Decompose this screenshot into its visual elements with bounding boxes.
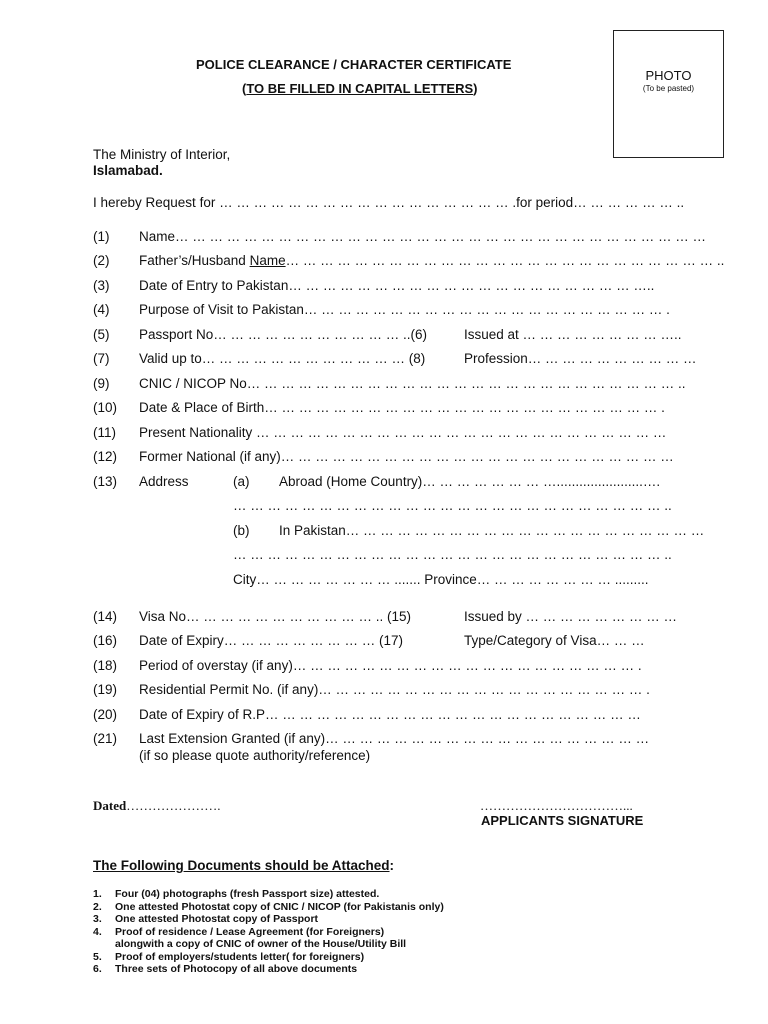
field-present-nationality: Present Nationality … … … … … … … … … … … … … … … … … … … … … … … … [139, 425, 667, 440]
field-number: (5) [93, 327, 110, 342]
form-title: POLICE CLEARANCE / CHARACTER CERTIFICATE [196, 57, 512, 72]
field-issued-at: Issued at … … … … … … … … ….. [464, 327, 682, 342]
field-address-label: Address [139, 474, 189, 489]
dated-field [93, 798, 220, 814]
document-text: Three sets of Photocopy of all above documents [115, 963, 358, 975]
field-purpose-of-visit: Purpose of Visit to Pakistan… … … … … … … … … … … … … … … … … … … … … . [139, 302, 670, 317]
document-text: Four (04) photographs (fresh Passport size) attested. [115, 888, 380, 900]
field-visa-type: Type/Category of Visa… … … [464, 633, 645, 648]
photo-note: (To be pasted) [642, 84, 695, 93]
request-line: I hereby Request for … … … … … … … … … … … … … … … … … .for period… … … … … … .. [93, 195, 685, 210]
field-date-of-expiry: Date of Expiry… … … … … … … … … (17) [139, 633, 404, 648]
field-address-abroad-cont: … … … … … … … … … … … … … … … … … … … … … … … … … .. [233, 498, 672, 513]
document-number: 2. [93, 901, 102, 913]
document-number: 6. [93, 963, 102, 975]
documents-heading-colon: : [389, 858, 395, 873]
field-period-overstay: Period of overstay (if any)… … … … … … … … … … … … … … … … … … … … . [139, 658, 642, 673]
documents-heading [93, 858, 394, 873]
field-issued-by: Issued by … … … … … … … … … [464, 609, 678, 624]
field-number: (13) [93, 474, 118, 489]
field-number: (12) [93, 449, 118, 464]
field-number: (1) [93, 229, 110, 244]
field-number: (20) [93, 707, 118, 722]
subtitle-open: ( [242, 81, 247, 96]
field-passport-no: Passport No… … … … … … … … … … … ..(6) [139, 327, 428, 342]
field-father-dots: … … … … … … … … … … … … … … … … … … … … … … … … … .. [285, 253, 725, 268]
field-address-pakistan: In Pakistan… … … … … … … … … … … … … … … … … … … … … [279, 523, 705, 538]
document-text: One attested Photostat copy of CNIC / NICOP (for Pakistanis only) [115, 901, 444, 913]
field-number: (3) [93, 278, 110, 293]
field-last-extension-note: (if so please quote authority/reference) [139, 748, 371, 763]
document-number: 3. [93, 913, 102, 925]
field-profession [464, 351, 697, 366]
field-visa-no: Visa No… … … … … … … … … … … .. (15) [139, 609, 412, 624]
document-item [93, 963, 357, 975]
field-number: (7) [93, 351, 110, 366]
document-number: 5. [93, 951, 102, 963]
document-text: Proof of employers/students letter( for foreigners) [115, 951, 365, 963]
field-address-a-mark: (a) [233, 474, 250, 489]
field-cnic-nicop: CNIC / NICOP No… … … … … … … … … … … … … … … … … … … … … … … … … .. [139, 376, 686, 391]
field-number: (4) [93, 302, 110, 317]
dated-dots: …………………. [126, 798, 221, 813]
documents-heading-text: The Following Documents should be Attached [93, 858, 390, 873]
field-number: (10) [93, 400, 118, 415]
field-father-husband-name [139, 253, 724, 268]
document-item [93, 888, 379, 900]
field-father-prefix: Father’s/Husband [139, 253, 250, 268]
field-valid-up-to: Valid up to… … … … … … … … … … … … (8) [139, 351, 426, 366]
field-number: (11) [93, 425, 117, 440]
field-rp-expiry: Date of Expiry of R.P… … … … … … … … … … … … … … … … … … … … … … [139, 707, 641, 722]
field-number: (14) [93, 609, 118, 624]
field-number: (9) [93, 376, 110, 391]
subtitle-text: TO BE FILLED IN CAPITAL LETTERS [246, 81, 474, 96]
field-number: (2) [93, 253, 110, 268]
document-number: 4. [93, 926, 102, 938]
field-city-province: City… … … … … … … … ....... Province… … … … … … … … ......... [233, 572, 649, 587]
subtitle-close: ) [473, 81, 478, 96]
field-number: (21) [93, 731, 118, 746]
applicant-signature-label: APPLICANTS SIGNATURE [481, 813, 644, 828]
field-number: (19) [93, 682, 118, 697]
field-number: (18) [93, 658, 118, 673]
field-profession-dots: … … … … … … … … … … [527, 351, 697, 366]
document-text: alongwith a copy of CNIC of owner of the House/Utility Bill [115, 938, 407, 950]
form-subtitle [242, 81, 477, 96]
field-former-national: Former National (if any)… … … … … … … … … … … … … … … … … … … … … … … [139, 449, 674, 464]
document-item [93, 913, 318, 925]
dated-label: Dated [93, 798, 127, 813]
field-date-place-birth: Date & Place of Birth… … … … … … … … … … … … … … … … … … … … … … … . [139, 400, 665, 415]
field-address-pakistan-cont: … … … … … … … … … … … … … … … … … … … … … … … … … .. [233, 547, 672, 562]
photo-label: PHOTO [645, 68, 692, 83]
field-last-extension: Last Extension Granted (if any)… … … … … … … … … … … … … … … … … … … [139, 731, 650, 746]
document-item [93, 938, 406, 950]
document-item [93, 951, 364, 963]
field-profession-label: Profession [464, 351, 528, 366]
document-text: Proof of residence / Lease Agreement (for Foreigners) [115, 926, 385, 938]
document-text: One attested Photostat copy of Passport [115, 913, 319, 925]
field-address-abroad: Abroad (Home Country)… … … … … … … ….......................…. [279, 474, 661, 489]
field-number: (16) [93, 633, 118, 648]
photo-box [613, 30, 724, 158]
document-number: 1. [93, 888, 102, 900]
signature-line: ……………………………... [480, 798, 633, 813]
field-name: Name… … … … … … … … … … … … … … … … … … … … … … … … … … … … … … … [139, 229, 707, 244]
field-father-name-word: Name [249, 253, 286, 268]
field-date-of-entry: Date of Entry to Pakistan… … … … … … … … … … … … … … … … … … … … ….. [139, 278, 655, 293]
address-line-1: The Ministry of Interior, [93, 147, 231, 162]
field-address-b-mark: (b) [233, 523, 250, 538]
field-residential-permit: Residential Permit No. (if any)… … … … … … … … … … … … … … … … … … … . [139, 682, 650, 697]
document-item [93, 901, 444, 913]
document-item [93, 926, 384, 938]
address-line-2: Islamabad. [93, 163, 163, 178]
